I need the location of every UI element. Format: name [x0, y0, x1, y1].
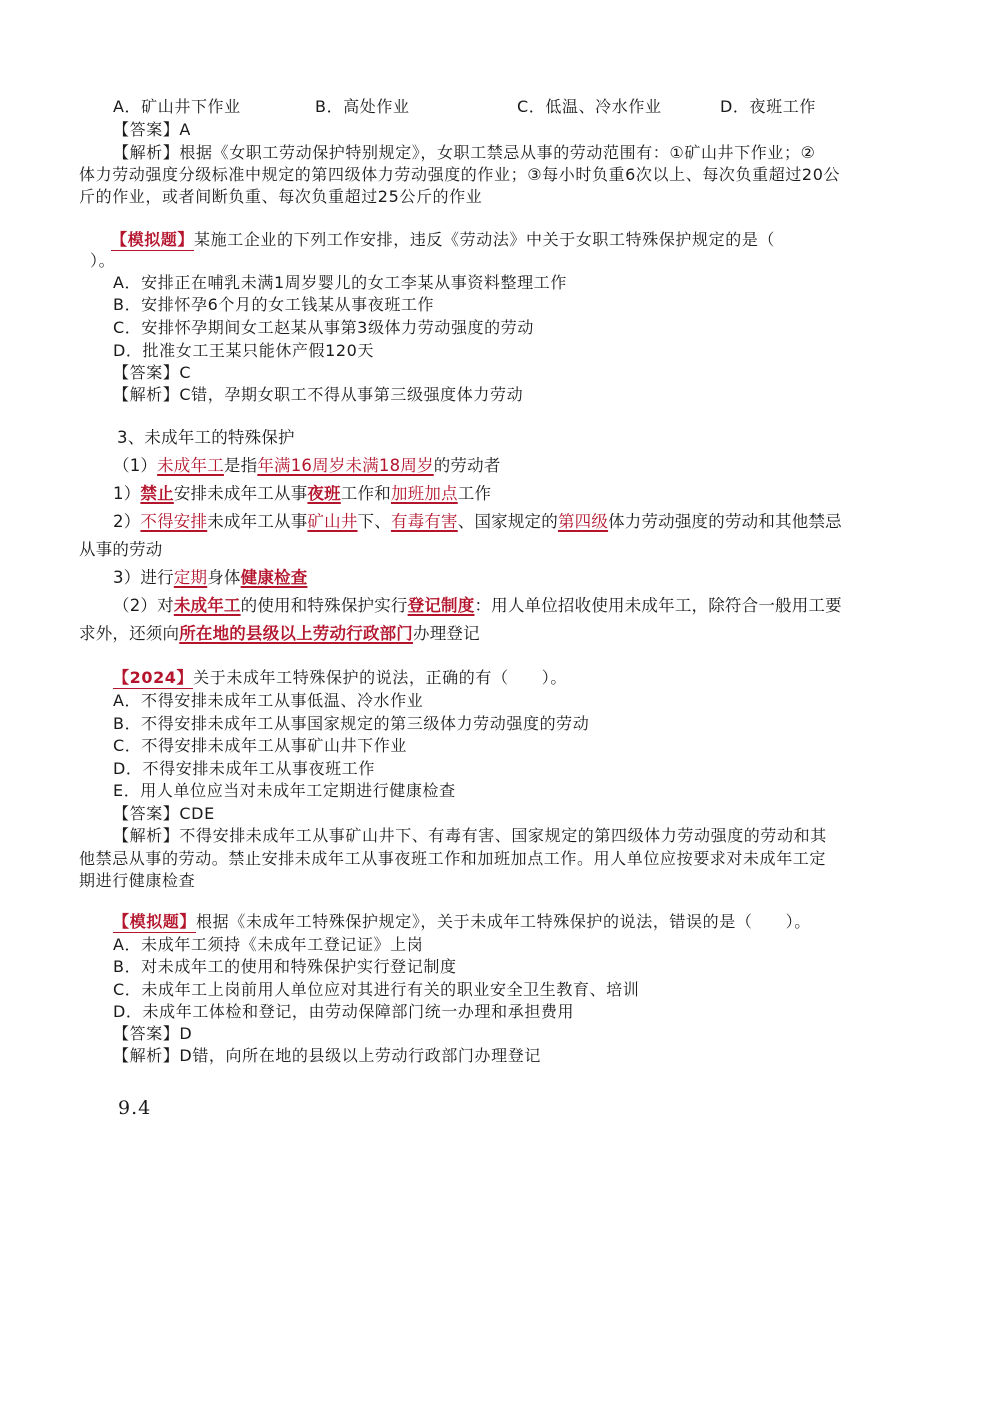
key-term: 有毒有害 [390, 512, 458, 531]
section-heading: 3、未成年工的特殊保护 [117, 428, 295, 447]
explain-label: 【解析】 [113, 1046, 180, 1065]
key-term: 第四级 [557, 512, 609, 531]
answer-line [113, 122, 191, 138]
explain-line-2: 体力劳动强度分级标准中规定的第四级体力劳动强度的作业；③每小时负重6次以上、每次负重超过20公 [79, 165, 841, 184]
text: 体力劳动强度的劳动和其他禁忌 [608, 512, 842, 531]
text: 2） [113, 512, 141, 531]
explain-label: 【解析】 [113, 143, 180, 162]
answer-label: 【答案】 [113, 1024, 180, 1043]
explain-label: 【解析】 [113, 826, 180, 845]
question-tag: 【模拟题】 [113, 912, 197, 931]
page-number: 9.4 [118, 1097, 152, 1119]
option-a: A．不得安排未成年工从事低温、冷水作业 [113, 691, 424, 710]
option-a: A．未成年工须持《未成年工登记证》上岗 [113, 935, 424, 954]
text: 工作 [457, 484, 492, 503]
answer-label: 【答案】 [113, 120, 180, 139]
note-p5 [113, 598, 842, 615]
key-term: 夜班 [307, 484, 341, 503]
option-d: D．未成年工体检和登记，由劳动保障部门统一办理和承担费用 [113, 1002, 575, 1021]
key-term: 不得安排 [140, 512, 208, 531]
explain-text: C错，孕期女职工不得从事第三级强度体力劳动 [179, 385, 524, 404]
answer-line [113, 806, 215, 822]
stem-text: 某施工企业的下列工作安排，违反《劳动法》中关于女职工特殊保护规定的是（ [194, 230, 776, 249]
explain-text: 根据《女职工劳动保护特别规定》，女职工禁忌从事的劳动范围有：①矿山井下作业；② [179, 143, 816, 162]
answer-value: A [179, 120, 191, 139]
option-d: D．不得安排未成年工从事夜班工作 [113, 759, 375, 778]
explain-line-3: 期进行健康检查 [79, 871, 196, 890]
option-c: C．安排怀孕期间女工赵某从事第3级体力劳动强度的劳动 [113, 318, 534, 337]
text: 3）进行 [113, 568, 174, 587]
option-d: D．夜班工作 [720, 97, 816, 116]
option-c: C．不得安排未成年工从事矿山井下作业 [113, 736, 407, 755]
option-d: D．批准女工王某只能休产假120天 [113, 341, 375, 360]
answer-value: D [179, 1024, 193, 1043]
stem-text: 根据《未成年工特殊保护规定》，关于未成年工特殊保护的说法，错误的是（ ）。 [196, 912, 811, 931]
note-p5-cont [79, 626, 480, 643]
text: （1） [113, 456, 158, 475]
text: 办理登记 [413, 624, 480, 643]
note-p1 [113, 458, 501, 475]
key-term: 未成年工 [157, 456, 224, 475]
key-term: 加班加点 [390, 484, 458, 503]
option-c: C．未成年工上岗前用人单位应对其进行有关的职业安全卫生教育、培训 [113, 980, 640, 999]
question-stem-cont: ）。 [90, 251, 116, 270]
text: 安排未成年工从事 [173, 484, 308, 503]
key-term: 矿山井 [307, 512, 358, 531]
explain-label: 【解析】 [113, 385, 180, 404]
option-a: A．安排正在哺乳未满1周岁婴儿的女工李某从事资料整理工作 [113, 273, 567, 292]
answer-label: 【答案】 [113, 363, 180, 382]
explain-text: D错，向所在地的县级以上劳动行政部门办理登记 [179, 1046, 541, 1065]
note-p2 [113, 486, 491, 503]
text: 身体 [207, 568, 241, 587]
text: 的使用和特殊保护实行 [240, 596, 408, 615]
text: 的劳动者 [433, 456, 501, 475]
option-c: C．低温、冷水作业 [517, 97, 662, 116]
text: ：用人单位招收使用未成年工，除符合一般用工要 [474, 596, 842, 615]
explain-text: 不得安排未成年工从事矿山井下、有毒有害、国家规定的第四级体力劳动强度的劳动和其 [179, 826, 827, 845]
text: 求外，还须向 [79, 624, 180, 643]
explain-line-3: 斤的作业，或者间断负重、每次负重超过25公斤的作业 [79, 187, 483, 206]
note-p3 [113, 514, 842, 531]
question-stem [111, 232, 775, 248]
key-term: 未成年工 [173, 596, 241, 615]
text: 是指 [223, 456, 258, 475]
text: 1） [113, 484, 141, 503]
option-b: B．对未成年工的使用和特殊保护实行登记制度 [113, 957, 457, 976]
explain-line [113, 387, 523, 403]
explain-line-1 [113, 145, 816, 161]
explain-line-1 [113, 828, 827, 844]
key-term: 健康检查 [240, 568, 308, 587]
text: 工作和 [340, 484, 391, 503]
stem-text: 关于未成年工特殊保护的说法，正确的有（ ）。 [193, 668, 567, 687]
answer-value: C [179, 363, 192, 382]
question-stem [113, 670, 567, 686]
question-tag: 【2024】 [113, 668, 194, 687]
explain-line-2: 他禁忌从事的劳动。禁止安排未成年工从事夜班工作和加班加点工作。用人单位应按要求对未成年工定 [79, 849, 827, 868]
option-b: B．安排怀孕6个月的女工钱某从事夜班工作 [113, 295, 435, 314]
key-term: 定期 [173, 568, 208, 587]
answer-line [113, 1026, 192, 1042]
note-p3-cont: 从事的劳动 [79, 540, 163, 559]
note-p4 [113, 570, 307, 587]
key-term: 所在地的县级以上劳动行政部门 [179, 624, 414, 643]
text: 未成年工从事 [207, 512, 308, 531]
answer-label: 【答案】 [113, 804, 180, 823]
text: （2）对 [113, 596, 174, 615]
key-term: 登记制度 [407, 596, 475, 615]
text: 、国家规定的 [457, 512, 558, 531]
option-b: B．高处作业 [315, 97, 410, 116]
text: 下、 [357, 512, 391, 531]
option-a: A．矿山井下作业 [113, 97, 241, 116]
question-tag: 【模拟题】 [111, 230, 195, 249]
option-b: B．不得安排未成年工从事国家规定的第三级体力劳动强度的劳动 [113, 714, 590, 733]
answer-value: CDE [179, 804, 215, 823]
explain-line [113, 1048, 541, 1064]
key-term: 禁止 [140, 484, 174, 503]
key-term: 年满16周岁未满18周岁 [257, 456, 434, 475]
answer-line [113, 365, 191, 381]
option-e: E．用人单位应当对未成年工定期进行健康检查 [113, 781, 456, 800]
question-stem [113, 914, 811, 930]
